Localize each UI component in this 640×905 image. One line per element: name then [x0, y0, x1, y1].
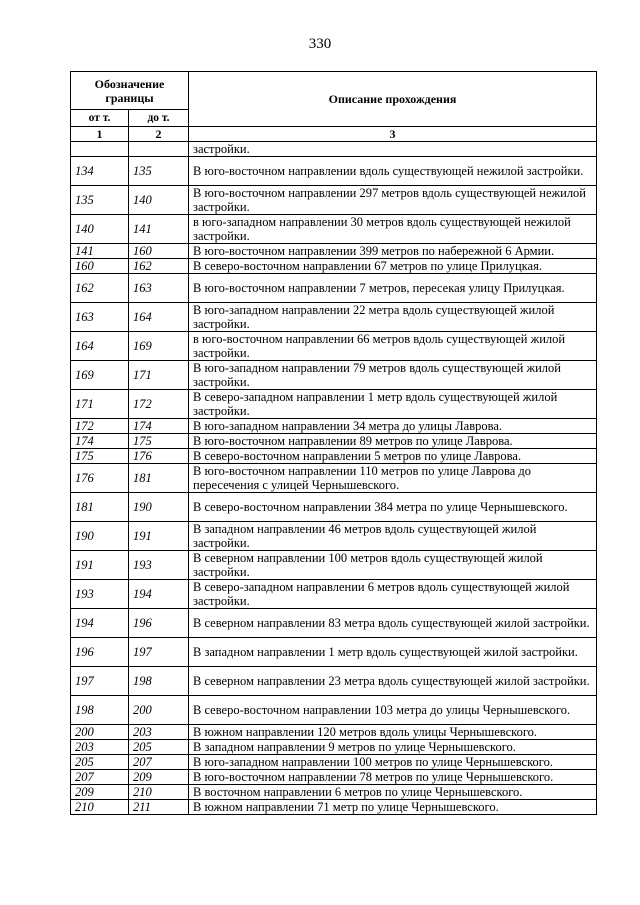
point-from: 172 [71, 419, 129, 434]
point-to: 172 [129, 390, 189, 419]
point-from: 162 [71, 274, 129, 303]
route-description: В северо-западном направлении 1 метр вдоль существующей жилой застройки. [189, 390, 597, 419]
point-to: 164 [129, 303, 189, 332]
route-description: В северо-восточном направлении 5 метров по улице Лаврова. [189, 449, 597, 464]
table-row [71, 522, 597, 551]
header-boundary-designation: Обозначение границы [71, 72, 189, 110]
table-row [71, 800, 597, 815]
table-row [71, 157, 597, 186]
point-to: 141 [129, 215, 189, 244]
point-from: 207 [71, 770, 129, 785]
table-row [71, 449, 597, 464]
route-description: В юго-восточном направлении 399 метров по набережной 6 Армии. [189, 244, 597, 259]
point-to: 163 [129, 274, 189, 303]
table-row [71, 609, 597, 638]
route-description: В северо-восточном направлении 384 метра по улице Чернышевского. [189, 493, 597, 522]
point-from: 160 [71, 259, 129, 274]
point-from: 176 [71, 464, 129, 493]
point-to: 190 [129, 493, 189, 522]
point-to: 193 [129, 551, 189, 580]
point-to: 140 [129, 186, 189, 215]
point-from: 200 [71, 725, 129, 740]
route-description: В северном направлении 23 метра вдоль существующей жилой застройки. [189, 667, 597, 696]
point-from: 203 [71, 740, 129, 755]
table-body [71, 142, 597, 815]
point-from: 209 [71, 785, 129, 800]
table-row [71, 667, 597, 696]
point-from: 174 [71, 434, 129, 449]
route-description: В западном направлении 1 метр вдоль существующей жилой застройки. [189, 638, 597, 667]
table-row [71, 785, 597, 800]
point-to: 171 [129, 361, 189, 390]
point-from [71, 142, 129, 157]
point-to: 162 [129, 259, 189, 274]
point-to: 211 [129, 800, 189, 815]
point-from: 205 [71, 755, 129, 770]
point-to: 181 [129, 464, 189, 493]
point-to: 198 [129, 667, 189, 696]
table-row [71, 215, 597, 244]
table-row [71, 361, 597, 390]
route-description: В северо-восточном направлении 67 метров по улице Прилуцкая. [189, 259, 597, 274]
table-row [71, 274, 597, 303]
route-description: в юго-западном направлении 30 метров вдоль существующей нежилой застройки. [189, 215, 597, 244]
point-to: 203 [129, 725, 189, 740]
table-row [71, 244, 597, 259]
table-row [71, 434, 597, 449]
route-description: В северном направлении 83 метра вдоль существующей жилой застройки. [189, 609, 597, 638]
point-to: 205 [129, 740, 189, 755]
header-to-point: до т. [129, 110, 189, 127]
table-row [71, 551, 597, 580]
point-from: 198 [71, 696, 129, 725]
point-to: 200 [129, 696, 189, 725]
table-row [71, 419, 597, 434]
route-description: в юго-восточном направлении 66 метров вдоль существующей жилой застройки. [189, 332, 597, 361]
point-to: 175 [129, 434, 189, 449]
point-to [129, 142, 189, 157]
point-to: 176 [129, 449, 189, 464]
point-from: 181 [71, 493, 129, 522]
column-number-3: 3 [189, 127, 597, 142]
table-row [71, 464, 597, 493]
route-description: В западном направлении 9 метров по улице Чернышевского. [189, 740, 597, 755]
point-from: 169 [71, 361, 129, 390]
point-to: 209 [129, 770, 189, 785]
route-description: застройки. [189, 142, 597, 157]
point-from: 141 [71, 244, 129, 259]
table-row [71, 740, 597, 755]
route-description: В юго-западном направлении 79 метров вдоль существующей жилой застройки. [189, 361, 597, 390]
point-to: 135 [129, 157, 189, 186]
route-description: В юго-восточном направлении 78 метров по улице Чернышевского. [189, 770, 597, 785]
route-description: В северо-восточном направлении 103 метра до улицы Чернышевского. [189, 696, 597, 725]
point-from: 193 [71, 580, 129, 609]
point-from: 164 [71, 332, 129, 361]
route-description: В юго-западном направлении 100 метров по улице Чернышевского. [189, 755, 597, 770]
header-from-point: от т. [71, 110, 129, 127]
point-to: 196 [129, 609, 189, 638]
point-from: 190 [71, 522, 129, 551]
table-row [71, 638, 597, 667]
point-from: 175 [71, 449, 129, 464]
route-description: В южном направлении 120 метров вдоль улицы Чернышевского. [189, 725, 597, 740]
point-from: 191 [71, 551, 129, 580]
page-number: 330 [308, 36, 332, 52]
point-from: 210 [71, 800, 129, 815]
point-to: 210 [129, 785, 189, 800]
route-description: В юго-восточном направлении 297 метров вдоль существующей нежилой застройки. [189, 186, 597, 215]
route-description: В юго-восточном направлении 7 метров, пересекая улицу Прилуцкая. [189, 274, 597, 303]
point-from: 194 [71, 609, 129, 638]
point-to: 169 [129, 332, 189, 361]
table-row [71, 303, 597, 332]
route-description: В западном направлении 46 метров вдоль существующей жилой застройки. [189, 522, 597, 551]
point-to: 197 [129, 638, 189, 667]
table-row [71, 332, 597, 361]
table-row [71, 696, 597, 725]
route-description: В юго-восточном направлении 110 метров по улице Лаврова до пересечения с улицей Чернышевского. [189, 464, 597, 493]
table-row [71, 755, 597, 770]
table-row [71, 770, 597, 785]
table-row [71, 186, 597, 215]
table-row [71, 390, 597, 419]
column-number-2: 2 [129, 127, 189, 142]
point-from: 135 [71, 186, 129, 215]
point-to: 207 [129, 755, 189, 770]
point-from: 197 [71, 667, 129, 696]
header-description: Описание прохождения [189, 72, 597, 127]
point-from: 163 [71, 303, 129, 332]
point-to: 160 [129, 244, 189, 259]
boundary-table [70, 71, 597, 815]
point-to: 194 [129, 580, 189, 609]
point-from: 134 [71, 157, 129, 186]
point-from: 196 [71, 638, 129, 667]
column-number-1: 1 [71, 127, 129, 142]
route-description: В юго-восточном направлении 89 метров по улице Лаврова. [189, 434, 597, 449]
table-row [71, 725, 597, 740]
point-from: 171 [71, 390, 129, 419]
route-description: В юго-восточном направлении вдоль существующей нежилой застройки. [189, 157, 597, 186]
table-header [71, 72, 597, 142]
table-row [71, 142, 597, 157]
point-to: 174 [129, 419, 189, 434]
table-row [71, 259, 597, 274]
point-from: 140 [71, 215, 129, 244]
point-to: 191 [129, 522, 189, 551]
route-description: В северо-западном направлении 6 метров вдоль существующей жилой застройки. [189, 580, 597, 609]
table-row [71, 580, 597, 609]
route-description: В северном направлении 100 метров вдоль существующей жилой застройки. [189, 551, 597, 580]
table-row [71, 493, 597, 522]
route-description: В юго-западном направлении 34 метра до улицы Лаврова. [189, 419, 597, 434]
route-description: В восточном направлении 6 метров по улице Чернышевского. [189, 785, 597, 800]
route-description: В юго-западном направлении 22 метра вдоль существующей жилой застройки. [189, 303, 597, 332]
route-description: В южном направлении 71 метр по улице Чернышевского. [189, 800, 597, 815]
